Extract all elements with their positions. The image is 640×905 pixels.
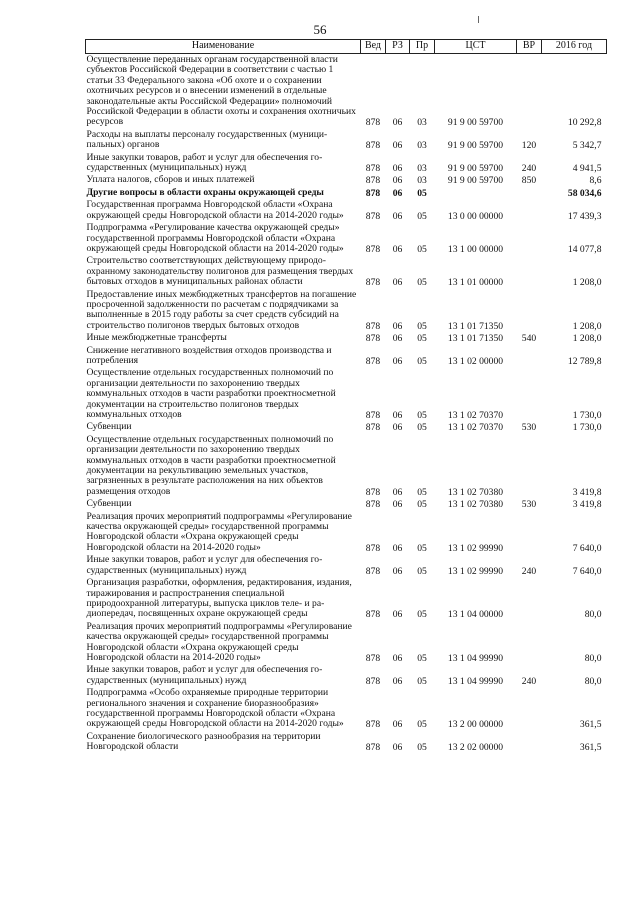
row-vr: 530: [521, 422, 537, 434]
row-amount: 361,5: [579, 719, 602, 731]
row-name: Уплата налогов, сборов и иных платежей: [86, 174, 255, 186]
row-amount: 17 439,3: [567, 210, 602, 222]
row-amount: 80,0: [584, 675, 602, 687]
row-cst: 13 1 01 71350: [447, 333, 504, 345]
row-pr: 05: [417, 320, 427, 332]
table-row: [86, 421, 607, 433]
row-cst: 13 2 02 00000: [447, 742, 504, 754]
row-amount: 8,6: [589, 175, 602, 187]
row-ved: 878: [365, 210, 381, 222]
row-ved: 878: [365, 163, 381, 175]
row-name: Строительство соответствующих действующему природоохранному законодательству полигонов для размещения твердых бытовых отходов в муниципальных районах области: [86, 255, 354, 288]
row-ved: 878: [365, 355, 381, 367]
row-name: Осуществление отдельных государственных полномочий по организации деятельности по захоронению твердых коммунальных отходов в части разработки проектносметной документации на рекультивацию земельных участков, загрязненных в результате расположения на них объектов размещения отходов: [86, 433, 336, 497]
row-cst: 13 1 02 70380: [447, 499, 504, 511]
row-rz: 06: [392, 675, 403, 687]
row-name: Расходы на выплаты персоналу государственных (муниципальных) органов: [86, 128, 328, 151]
row-vr: 120: [521, 140, 537, 152]
row-ved: 878: [365, 675, 381, 687]
table-row: [86, 199, 607, 222]
table-row: [86, 687, 607, 731]
row-name: Сохранение биологического разнообразия на территории Новгородской области: [86, 730, 321, 753]
row-rz: 06: [392, 542, 403, 554]
row-rz: 06: [392, 163, 403, 175]
row-rz: 06: [392, 140, 403, 152]
row-cst: 91 9 00 59700: [447, 117, 504, 129]
table-row: [86, 554, 607, 577]
row-vr: [517, 367, 542, 421]
row-name: Субвенции: [86, 421, 132, 433]
row-pr: 05: [417, 499, 427, 511]
header-year: 2016 год: [542, 40, 607, 54]
row-vr: 240: [521, 565, 537, 577]
table-row: [86, 222, 607, 255]
page-number: 56: [313, 22, 327, 37]
table-row: [86, 289, 607, 333]
row-cst: 13 1 02 70370: [447, 410, 504, 421]
row-amount: 1 208,0: [572, 333, 602, 345]
row-rz: 06: [392, 422, 403, 434]
table-row: [86, 621, 607, 665]
row-amount: 12 789,8: [567, 355, 602, 367]
row-cst: 13 1 01 71350: [447, 320, 504, 332]
table-row: [86, 664, 607, 687]
row-amount: 1 208,0: [572, 320, 602, 332]
row-ved: 878: [365, 499, 381, 511]
row-ved: 878: [365, 243, 381, 255]
table-row: [86, 511, 607, 555]
row-rz: 06: [392, 742, 403, 754]
row-rz: 06: [392, 486, 403, 498]
row-rz: 06: [392, 355, 403, 367]
table-header-row: [86, 40, 607, 54]
row-amount: 4 941,5: [572, 163, 602, 175]
row-amount: 80,0: [584, 609, 602, 621]
table-row: [86, 345, 607, 368]
row-pr: 05: [417, 410, 427, 421]
row-amount: 3 419,8: [572, 486, 602, 498]
table-row: [86, 152, 607, 175]
row-name: Другие вопросы в области охраны окружающей среды: [86, 186, 324, 198]
row-pr: 05: [417, 609, 427, 621]
row-rz: 06: [392, 565, 403, 577]
header-name: Наименование: [86, 40, 361, 54]
header-vr: ВР: [517, 40, 542, 54]
row-ved: 878: [365, 187, 381, 199]
row-amount: 1 730,0: [572, 410, 602, 421]
row-vr: [517, 255, 542, 288]
table-row: [86, 187, 607, 199]
row-vr: 850: [521, 175, 537, 187]
row-vr: [517, 187, 542, 199]
row-name: Организация разработки, оформления, редактирования, издания, тиражирования и распространения специальной природоохранной литературы, выпуска циклов теле- и радиопередач, посвященных охране окружающей среды: [86, 577, 352, 620]
row-cst: 13 1 02 70380: [447, 486, 504, 498]
row-amount: 1 730,0: [572, 422, 602, 434]
row-vr: [517, 577, 542, 621]
row-pr: 05: [417, 675, 427, 687]
header-pr: Пр: [410, 40, 435, 54]
row-pr: 05: [417, 742, 427, 754]
row-rz: 06: [392, 277, 403, 289]
row-cst: 13 0 00 00000: [447, 210, 504, 222]
row-ved: 878: [365, 486, 381, 498]
header-cst: ЦСТ: [435, 40, 517, 54]
row-name: Подпрограмма «Регулирование качества окружающей среды» государственной программы Новгородской области «Охрана окружающей среды Новгородской области на 2014-2020 годы»: [86, 222, 344, 254]
row-rz: 06: [392, 320, 403, 332]
row-name: Осуществление переданных органам государственной власти субъектов Российской Федерации в соответствии с частью 1 статьи 33 Федерального закона «Об охоте и о сохранении охотничьих ресурсов и о внесении изменений в отдельные законодательные акты Российской Федерации» полномочий Российской Федерации в области охоты и сохранения охотничьих ресурсов: [86, 54, 356, 128]
row-rz: 06: [392, 652, 403, 664]
row-vr: [517, 289, 542, 333]
row-pr: 05: [417, 277, 427, 289]
table-body: [86, 54, 607, 754]
header-ved: Вед: [361, 40, 386, 54]
row-vr: 240: [521, 163, 537, 175]
row-rz: 06: [392, 499, 403, 511]
row-name: Реализация прочих мероприятий подпрограммы «Регулирование качества окружающей среды» государственной программы Новгородской области «Охрана окружающей среды Новгородской области на 2014-2020 годы»: [86, 510, 352, 553]
row-ved: 878: [365, 652, 381, 664]
table-row: [86, 255, 607, 288]
row-ved: 878: [365, 742, 381, 754]
row-rz: 06: [392, 187, 403, 199]
row-cst: 13 1 04 99990: [447, 675, 504, 687]
budget-table: [85, 39, 607, 754]
row-amount: 80,0: [584, 652, 602, 664]
table-row: [86, 731, 607, 754]
table-row: [86, 174, 607, 186]
row-amount: 5 342,7: [572, 140, 602, 152]
row-rz: 06: [392, 609, 403, 621]
table-row: [86, 54, 607, 129]
row-amount: 58 034,6: [567, 187, 602, 199]
row-amount: 7 640,0: [572, 542, 602, 554]
row-pr: 05: [417, 565, 427, 577]
row-ved: 878: [365, 117, 381, 129]
row-cst: 13 1 01 00000: [447, 277, 504, 289]
row-rz: 06: [392, 243, 403, 255]
row-rz: 06: [392, 117, 403, 129]
scan-mark: [478, 16, 479, 23]
row-vr: [517, 199, 542, 222]
row-amount: 361,5: [579, 742, 602, 754]
row-pr: 03: [417, 163, 427, 175]
row-name: Иные закупки товаров, работ и услуг для обеспечения государственных (муниципальных) нужд: [86, 151, 323, 174]
row-amount: 7 640,0: [572, 565, 602, 577]
row-name: Реализация прочих мероприятий подпрограммы «Регулирование качества окружающей среды» государственной программы Новгородской области «Охрана окружающей среды Новгородской области на 2014-2020 годы»: [86, 620, 352, 663]
row-cst: 13 1 02 70370: [447, 422, 504, 434]
row-pr: 05: [417, 422, 427, 434]
row-vr: [517, 222, 542, 255]
row-pr: 05: [417, 210, 427, 222]
row-cst: 13 1 04 00000: [447, 609, 504, 621]
table-row: [86, 498, 607, 510]
row-name: Иные закупки товаров, работ и услуг для обеспечения государственных (муниципальных) нужд: [86, 664, 323, 686]
table-row: [86, 577, 607, 621]
row-cst: [435, 187, 517, 199]
row-pr: 05: [417, 243, 427, 255]
row-ved: 878: [365, 333, 381, 345]
row-cst: 91 9 00 59700: [447, 163, 504, 175]
row-ved: 878: [365, 542, 381, 554]
row-pr: 05: [417, 542, 427, 554]
row-vr: [517, 345, 542, 368]
row-rz: 06: [392, 175, 403, 187]
row-pr: 05: [417, 652, 427, 664]
row-vr: [517, 434, 542, 498]
row-name: Иные межбюджетные трансферты: [86, 332, 227, 344]
row-vr: 240: [521, 675, 537, 687]
table-row: [86, 332, 607, 344]
row-pr: 05: [417, 333, 427, 345]
row-vr: 540: [521, 333, 537, 345]
row-amount: 10 292,8: [567, 117, 602, 129]
header-rz: РЗ: [386, 40, 410, 54]
row-ved: 878: [365, 422, 381, 434]
row-pr: 03: [417, 175, 427, 187]
row-pr: 03: [417, 117, 427, 129]
row-name: Осуществление отдельных государственных полномочий по организации деятельности по захоронению твердых коммунальных отходов в части разработки проектносметной документации на строительство полигонов твердых коммунальных отходов: [86, 367, 336, 420]
row-name: Предоставление иных межбюджетных трансфертов на погашение просроченной задолженности по расчетам с подрядчиками за выполненные в 2015 году работы за счет средств субсидий на строительство полигонов твердых бытовых отходов: [86, 288, 357, 331]
table-row: [86, 434, 607, 498]
row-rz: 06: [392, 719, 403, 731]
row-pr: 05: [417, 355, 427, 367]
row-ved: 878: [365, 565, 381, 577]
row-rz: 06: [392, 410, 403, 421]
row-vr: 530: [521, 499, 537, 511]
table-row: [86, 367, 607, 421]
row-ved: 878: [365, 609, 381, 621]
row-amount: 1 208,0: [572, 277, 602, 289]
row-ved: 878: [365, 320, 381, 332]
row-pr: 05: [417, 187, 427, 199]
row-amount: 14 077,8: [567, 243, 602, 255]
row-ved: 878: [365, 277, 381, 289]
row-pr: 05: [417, 719, 427, 731]
row-ved: 878: [365, 175, 381, 187]
row-cst: 91 9 00 59700: [447, 140, 504, 152]
row-name: Государственная программа Новгородской области «Охрана окружающей среды Новгородской области на 2014-2020 годы»: [86, 199, 344, 221]
row-rz: 06: [392, 333, 403, 345]
table-row: [86, 129, 607, 152]
row-ved: 878: [365, 719, 381, 731]
row-vr: [517, 54, 542, 129]
row-pr: 03: [417, 140, 427, 152]
row-vr: [517, 621, 542, 665]
row-cst: 13 1 04 99990: [447, 652, 504, 664]
row-name: Субвенции: [86, 498, 132, 510]
row-vr: [517, 511, 542, 555]
row-cst: 13 2 00 00000: [447, 719, 504, 731]
row-ved: 878: [365, 410, 381, 421]
row-amount: 3 419,8: [572, 499, 602, 511]
row-cst: 13 1 02 99990: [447, 542, 504, 554]
row-vr: [517, 687, 542, 731]
row-pr: 05: [417, 486, 427, 498]
row-name: Подпрограмма «Особо охраняемые природные территории регионального значения и сохранение биоразнообразия» государственной программы Новгородской области «Охрана окружающей среды Новгородской области на 2014-2020 годы»: [86, 687, 344, 730]
row-cst: 13 1 02 00000: [447, 355, 504, 367]
row-vr: [517, 731, 542, 754]
row-name: Снижение негативного воздействия отходов производства и потребления: [86, 344, 332, 366]
row-rz: 06: [392, 210, 403, 222]
row-ved: 878: [365, 140, 381, 152]
row-name: Иные закупки товаров, работ и услуг для обеспечения государственных (муниципальных) нужд: [86, 554, 323, 576]
row-cst: 13 1 02 99990: [447, 565, 504, 577]
row-cst: 91 9 00 59700: [447, 175, 504, 187]
row-cst: 13 1 00 00000: [447, 243, 504, 255]
